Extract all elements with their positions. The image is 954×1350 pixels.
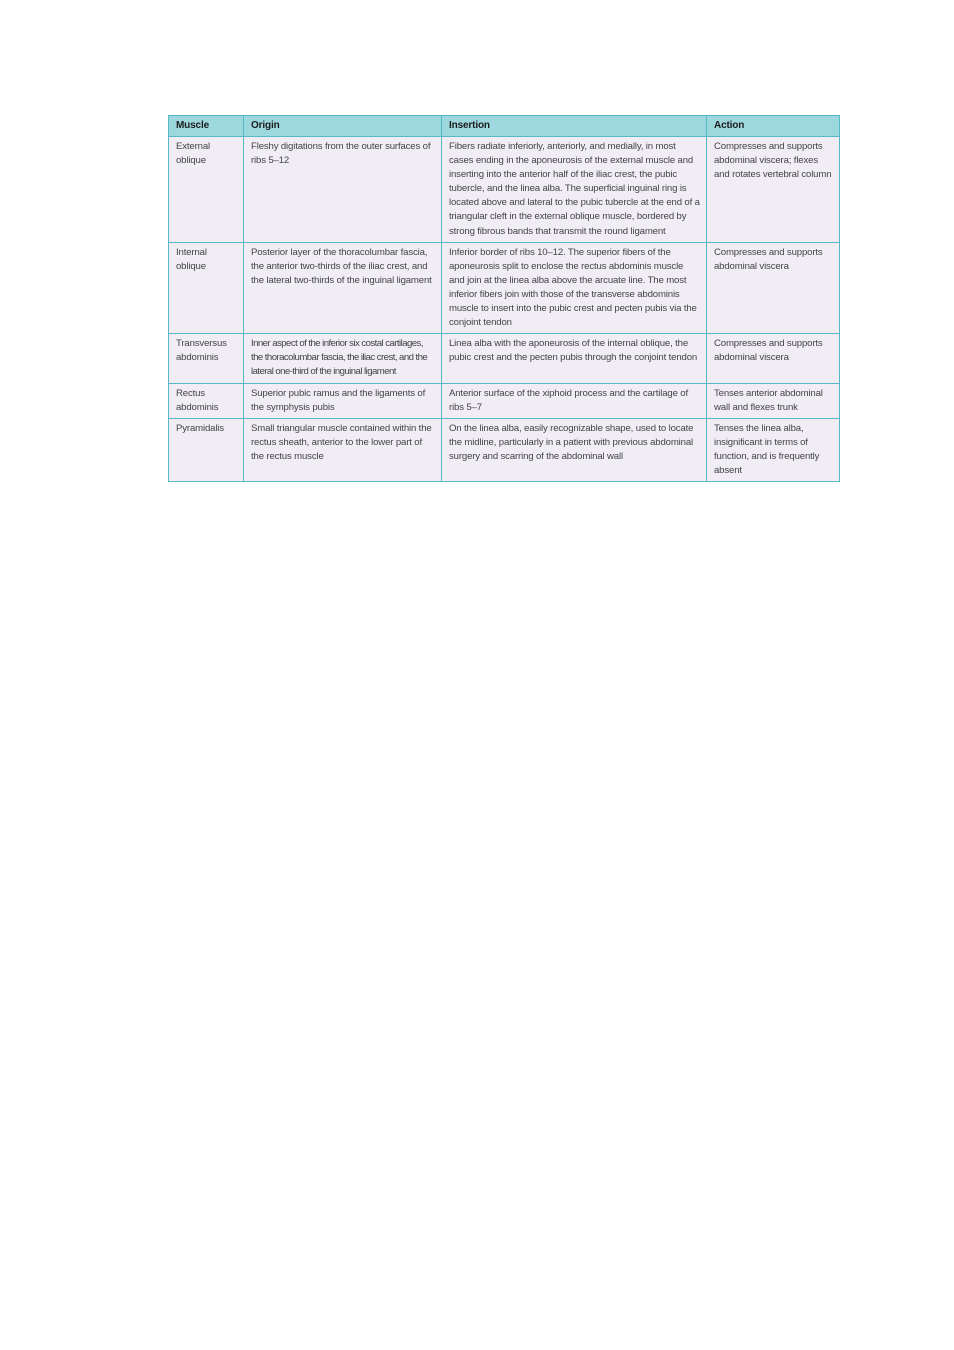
cell-action: Tenses the linea alba, insignificant in terms of function, and is frequently absent bbox=[707, 418, 840, 481]
table-body bbox=[169, 137, 840, 482]
table-row bbox=[169, 242, 840, 334]
cell-insertion: Linea alba with the aponeurosis of the internal oblique, the pubic crest and the pecten pubis through the conjoint tendon bbox=[442, 334, 707, 383]
header-insertion: Insertion bbox=[442, 116, 707, 137]
cell-origin: Inner aspect of the inferior six costal cartilages, the thoracolumbar fascia, the iliac crest, and the lateral one-third of the inguinal ligament bbox=[244, 334, 442, 383]
table-row bbox=[169, 418, 840, 481]
cell-muscle: Pyramidalis bbox=[169, 418, 244, 481]
cell-muscle: Internal oblique bbox=[169, 242, 244, 334]
header-origin: Origin bbox=[244, 116, 442, 137]
muscle-table bbox=[168, 115, 840, 482]
cell-insertion: Inferior border of ribs 10–12. The superior fibers of the aponeurosis split to enclose the rectus abdominis muscle and join at the linea alba above the arcuate line. The most inferior fibers join with those of the transverse abdominis muscle to insert into the pubic crest and pecten pubis via the conjoint tendon bbox=[442, 242, 707, 334]
cell-action: Compresses and supports abdominal viscera; flexes and rotates vertebral column bbox=[707, 137, 840, 243]
table-row bbox=[169, 137, 840, 243]
header-muscle: Muscle bbox=[169, 116, 244, 137]
cell-origin: Fleshy digitations from the outer surfaces of ribs 5–12 bbox=[244, 137, 442, 243]
header-row bbox=[169, 116, 840, 137]
cell-origin: Small triangular muscle contained within the rectus sheath, anterior to the lower part of the rectus muscle bbox=[244, 418, 442, 481]
cell-action: Tenses anterior abdominal wall and flexes trunk bbox=[707, 383, 840, 418]
table-header bbox=[169, 116, 840, 137]
cell-action: Compresses and supports abdominal viscera bbox=[707, 334, 840, 383]
cell-muscle: Rectus abdominis bbox=[169, 383, 244, 418]
cell-origin: Posterior layer of the thoracolumbar fascia, the anterior two-thirds of the iliac crest, and the lateral two-thirds of the inguinal ligament bbox=[244, 242, 442, 334]
cell-origin: Superior pubic ramus and the ligaments of the symphysis pubis bbox=[244, 383, 442, 418]
cell-insertion: On the linea alba, easily recognizable shape, used to locate the midline, particularly in a patient with previous abdominal surgery and scarring of the abdominal wall bbox=[442, 418, 707, 481]
header-action: Action bbox=[707, 116, 840, 137]
table-row bbox=[169, 383, 840, 418]
cell-action: Compresses and supports abdominal viscera bbox=[707, 242, 840, 334]
table-row bbox=[169, 334, 840, 383]
cell-insertion: Anterior surface of the xiphoid process and the cartilage of ribs 5–7 bbox=[442, 383, 707, 418]
cell-insertion: Fibers radiate inferiorly, anteriorly, and medially, in most cases ending in the aponeurosis of the external muscle and inserting into the anterior half of the iliac crest, the pubic tubercle, and the linea alba. The superficial inguinal ring is located above and lateral to the pubic tubercle at the end of a triangular cleft in the external oblique muscle, bordered by strong fibrous bands that transmit the round ligament bbox=[442, 137, 707, 243]
cell-muscle: External oblique bbox=[169, 137, 244, 243]
cell-muscle: Transversus abdominis bbox=[169, 334, 244, 383]
